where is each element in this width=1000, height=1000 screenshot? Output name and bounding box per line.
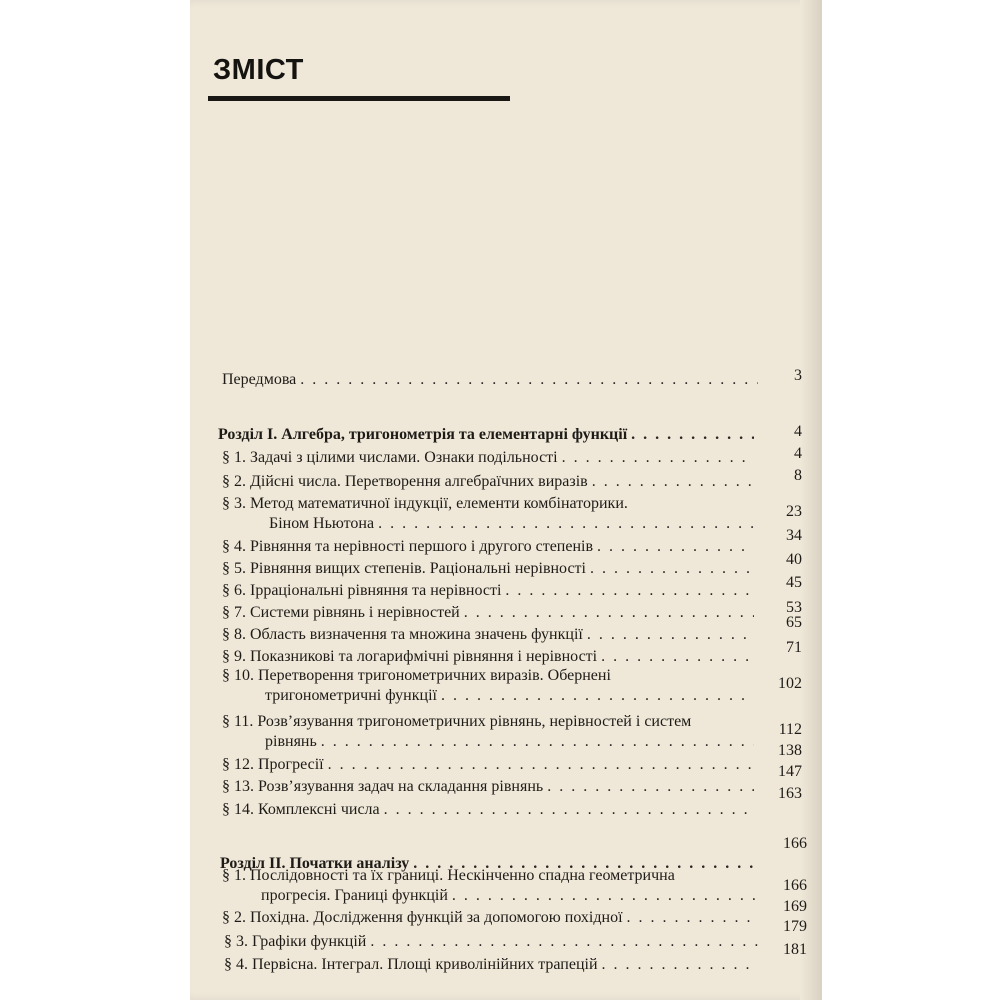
toc-entry-continuation xyxy=(265,732,758,752)
toc-section-label: Розділ І. Алгебра, тригонометрія та елементарні функції xyxy=(218,426,628,443)
leader-dots xyxy=(464,603,754,623)
toc-entry-label: § 11. Розв’язування тригонометричних рівнянь, нерівностей і систем xyxy=(222,713,692,730)
leader-dots xyxy=(370,932,758,952)
toc-entry-label: § 4. Рівняння та нерівності першого і другого степенів xyxy=(222,538,594,555)
toc-entry xyxy=(222,559,758,579)
toc-entry-continuation xyxy=(261,886,762,906)
leader-dots xyxy=(562,448,754,468)
toc-entry-preface xyxy=(222,370,762,390)
toc-page-number: 181 xyxy=(783,941,807,958)
toc-entry-label: § 13. Розв’язування задач на складання рівнянь xyxy=(222,778,544,795)
toc-page-number: 40 xyxy=(786,551,802,568)
toc-entry-label: § 9. Показникові та логарифмічні рівняння і нерівності xyxy=(222,648,598,665)
toc-page-number: 147 xyxy=(778,763,802,780)
toc-entry xyxy=(224,955,762,975)
toc-entry-label: тригонометричні функції xyxy=(265,687,437,704)
leader-dots xyxy=(452,886,758,906)
toc-entry xyxy=(222,800,758,820)
leader-dots xyxy=(321,732,754,752)
leader-dots xyxy=(590,559,754,579)
toc-entry xyxy=(222,472,758,492)
toc-entry-label: Передмова xyxy=(222,371,297,388)
toc-entry xyxy=(222,448,758,468)
toc-page-number: 23 xyxy=(786,503,802,520)
leader-dots xyxy=(597,537,754,557)
toc-page-number: 166 xyxy=(783,835,807,852)
toc-entry-continuation xyxy=(265,686,758,706)
toc-page-number: 3 xyxy=(794,367,802,384)
leader-dots xyxy=(328,755,754,775)
toc-entry xyxy=(222,625,758,645)
toc-page-number: 179 xyxy=(783,918,807,935)
page-title: ЗМІСТ xyxy=(213,54,304,86)
toc-page-number: 102 xyxy=(778,675,802,692)
toc-entry-label: § 2. Дійсні числа. Перетворення алгебраїчних виразів xyxy=(222,473,588,490)
toc-page-number: 166 xyxy=(783,877,807,894)
toc-entry xyxy=(222,581,758,601)
leader-dots xyxy=(627,908,758,928)
toc-entry-label: рівнянь xyxy=(265,733,317,750)
toc-entry-label: § 1. Послідовності та їх границі. Нескінченно спадна геометрична xyxy=(222,867,675,884)
leader-dots xyxy=(602,955,758,975)
toc-entry-label: § 10. Перетворення тригонометричних виразів. Обернені xyxy=(222,667,611,684)
toc-entry-label: § 1. Задачі з цілими числами. Ознаки подільності xyxy=(222,449,558,466)
leader-dots xyxy=(587,625,754,645)
toc-entry-label: § 5. Рівняння вищих степенів. Раціональні нерівності xyxy=(222,560,586,577)
leader-dots xyxy=(300,370,758,390)
leader-dots xyxy=(592,472,754,492)
toc-entry-label: Біном Ньютона xyxy=(269,515,375,532)
toc-page-number: 169 xyxy=(783,898,807,915)
leader-dots xyxy=(505,581,754,601)
toc-entry-label: § 12. Прогресії xyxy=(222,756,324,773)
leader-dots xyxy=(547,777,754,797)
toc-page-number: 4 xyxy=(794,445,802,462)
toc-entry-label: § 7. Системи рівнянь і нерівностей xyxy=(222,604,460,621)
leader-dots xyxy=(441,686,754,706)
toc-page-number: 112 xyxy=(778,721,802,738)
toc-entry xyxy=(222,908,762,928)
toc-entry-label: § 3. Метод математичної індукції, елементи комбінаторики. xyxy=(222,495,628,512)
toc-entry-label: § 6. Ірраціональні рівняння та нерівності xyxy=(222,582,502,599)
toc-page-number: 34 xyxy=(786,527,802,544)
toc-entry-continuation xyxy=(269,514,758,534)
toc-section-1 xyxy=(218,425,758,445)
toc-entry-label: прогресія. Границі функцій xyxy=(261,887,448,904)
toc-entry-label: § 2. Похідна. Дослідження функцій за допомогою похідної xyxy=(222,909,623,926)
toc-entry xyxy=(222,755,758,775)
toc-entry-label: § 4. Первісна. Інтеграл. Площі криволінійних трапецій xyxy=(224,956,598,973)
toc-page-number: 163 xyxy=(778,785,802,802)
toc-page-number: 45 xyxy=(786,574,802,591)
toc-entry xyxy=(222,777,758,797)
toc-page-number: 8 xyxy=(794,467,802,484)
leader-dots xyxy=(631,425,754,445)
leader-dots xyxy=(384,800,754,820)
toc-section-label: Розділ ІІ. Початки аналізу xyxy=(220,855,410,872)
toc-page-number: 71 xyxy=(786,639,802,656)
leader-dots xyxy=(378,514,754,534)
toc-entry xyxy=(222,603,758,623)
toc-entry xyxy=(222,647,758,667)
toc-page-number: 4 xyxy=(794,423,802,440)
leader-dots xyxy=(601,647,754,667)
toc-entry-label: § 8. Область визначення та множина значень функції xyxy=(222,626,583,643)
toc-entry-label: § 14. Комплексні числа xyxy=(222,801,380,818)
toc-entry-label: § 3. Графіки функцій xyxy=(224,933,367,950)
toc-entry xyxy=(222,537,758,557)
toc-page-number: 65 xyxy=(786,614,802,631)
toc-entry xyxy=(224,932,762,952)
toc-page-number: 138 xyxy=(778,742,802,759)
toc-page-number: 53 xyxy=(786,599,802,616)
